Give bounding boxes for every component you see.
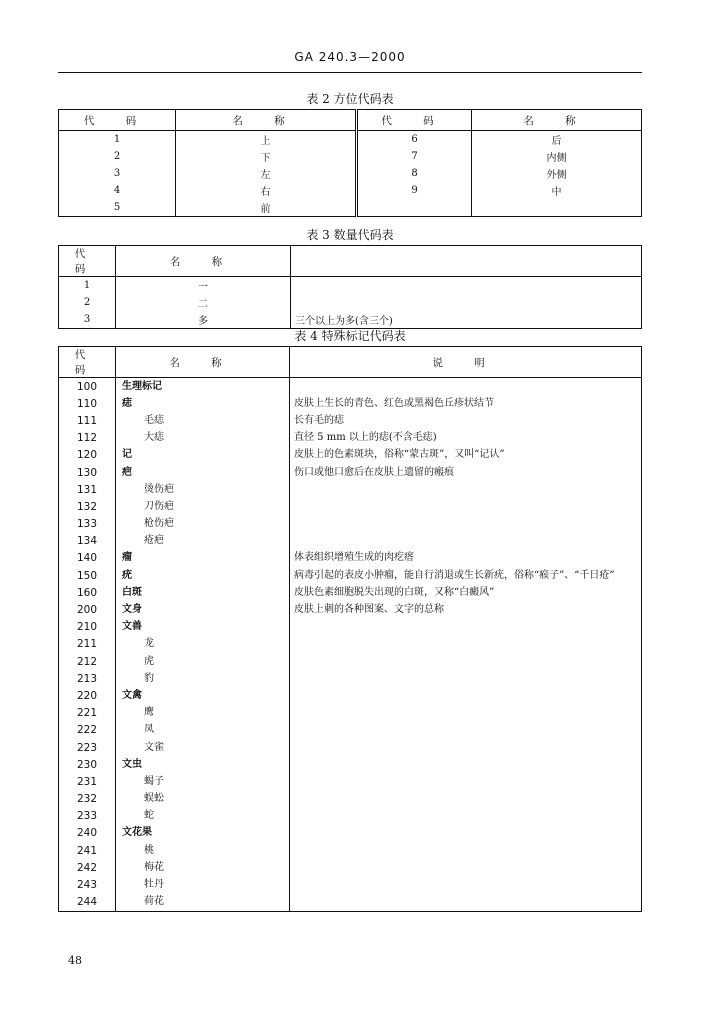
code-cell: 140 [59, 550, 116, 567]
table-cell: 三个以上为多(含三个) [295, 316, 393, 327]
code-cell: 232 [59, 791, 116, 808]
table-row [59, 148, 642, 165]
name-cell: 瘤 [116, 550, 290, 567]
description-cell: 直径 5 mm 以上的痣(不含毛痣) [294, 432, 437, 444]
table-row [59, 447, 642, 464]
name-cell: 文兽 [116, 619, 290, 636]
table-cell: 9 [357, 182, 472, 199]
name-cell: 蛇 [116, 808, 290, 825]
code-cell: 160 [59, 584, 116, 601]
code-cell: 120 [59, 447, 116, 464]
table-cell: 5 [59, 199, 176, 217]
description-cell [290, 791, 642, 808]
table-row [59, 481, 642, 498]
description-cell [290, 619, 642, 636]
name-cell: 刀伤疤 [116, 498, 290, 515]
table-cell: 右 [176, 182, 357, 199]
table-row [59, 756, 642, 773]
description-cell [290, 378, 642, 396]
table-row [59, 653, 642, 670]
description-cell: 皮肤上刺的各种图案、文字的总称 [294, 604, 444, 616]
name-cell: 疮疤 [116, 533, 290, 550]
table-row [59, 131, 642, 149]
table-cell: 4 [59, 182, 176, 199]
table-cell [472, 199, 642, 217]
description-cell: 病毒引起的表皮小肿瘤，能自行消退或生长新疣，俗称“瘊子”、“千日疮” [294, 569, 615, 581]
table-row [59, 808, 642, 825]
table-row [59, 567, 642, 584]
table-cell: 一 [116, 277, 291, 295]
column-header: 名 称 [116, 246, 291, 277]
table-row [59, 533, 642, 550]
table-row [59, 859, 642, 876]
table-row [59, 601, 642, 618]
column-header: 名 称 [116, 347, 290, 378]
name-cell: 生理标记 [116, 378, 290, 396]
description-cell: 皮肤上生长的青色、红色或黑褐色丘疹状结节 [294, 397, 494, 409]
quantity-code-table [58, 245, 642, 329]
name-cell: 豹 [116, 670, 290, 687]
table-cell: 二 [116, 294, 291, 311]
description-cell: 长有毛的痣 [294, 414, 344, 426]
code-cell: 233 [59, 808, 116, 825]
table-row [59, 277, 642, 295]
code-cell: 132 [59, 498, 116, 515]
code-cell: 133 [59, 516, 116, 533]
name-cell: 蝎子 [116, 773, 290, 790]
description-cell [290, 705, 642, 722]
description-cell: 皮肤上的色素斑块，俗称“蒙古斑”，又叫“记认” [294, 449, 505, 461]
table-row [59, 842, 642, 859]
table-row [59, 636, 642, 653]
name-cell: 毛痣 [116, 412, 290, 429]
table-row [59, 516, 642, 533]
description-cell [290, 756, 642, 773]
code-cell: 230 [59, 756, 116, 773]
column-header: 代 码 [59, 347, 116, 378]
code-cell: 130 [59, 464, 116, 481]
code-cell: 244 [59, 894, 116, 912]
code-cell: 112 [59, 430, 116, 447]
code-cell: 111 [59, 412, 116, 429]
description-cell: 体表组织增殖生成的肉疙瘩 [294, 552, 414, 564]
column-header: 代 码 [357, 110, 472, 131]
name-cell: 文虫 [116, 756, 290, 773]
description-cell [290, 894, 642, 912]
name-cell: 牡丹 [116, 876, 290, 893]
table-row [59, 876, 642, 893]
table-row [59, 165, 642, 182]
table-cell: 多 [116, 311, 291, 329]
table-row [59, 498, 642, 515]
description-cell [290, 636, 642, 653]
code-cell: 212 [59, 653, 116, 670]
name-cell: 文禽 [116, 687, 290, 704]
name-cell: 龙 [116, 636, 290, 653]
name-cell: 文花果 [116, 825, 290, 842]
table4-caption: 表 4 特殊标记代码表 [294, 329, 406, 343]
table-cell: 2 [59, 294, 116, 311]
table-cell: 后 [551, 136, 562, 147]
table-cell: 3 [59, 165, 176, 182]
description-cell [290, 653, 642, 670]
page-number: 48 [68, 954, 82, 967]
column-header: 名 称 [176, 110, 357, 131]
name-cell: 鹰 [116, 705, 290, 722]
name-cell: 烫伤疤 [116, 481, 290, 498]
name-cell: 凤 [116, 722, 290, 739]
header-rule [58, 72, 642, 73]
table-row [59, 584, 642, 601]
table-row [59, 894, 642, 912]
table2-caption: 表 2 方位代码表 [306, 92, 394, 106]
description-cell [290, 739, 642, 756]
table-row [59, 705, 642, 722]
table-row [59, 430, 642, 447]
name-cell: 痣 [116, 395, 290, 412]
description-cell [290, 498, 642, 515]
description-cell [290, 533, 642, 550]
table-cell [291, 277, 642, 295]
table-cell: 1 [59, 131, 176, 149]
code-cell: 150 [59, 567, 116, 584]
table-row [59, 722, 642, 739]
table-row [59, 773, 642, 790]
column-header: 代 码 [59, 110, 176, 131]
name-cell: 大痣 [116, 430, 290, 447]
description-cell [290, 876, 642, 893]
table-row [59, 395, 642, 412]
table-cell [291, 294, 642, 311]
column-header: 代 码 [59, 246, 116, 277]
code-cell: 110 [59, 395, 116, 412]
description-cell [290, 516, 642, 533]
description-cell [290, 773, 642, 790]
description-cell [290, 722, 642, 739]
code-cell: 223 [59, 739, 116, 756]
table-cell: 前 [176, 199, 357, 217]
table-row [59, 825, 642, 842]
name-cell: 疣 [116, 567, 290, 584]
table-cell [357, 199, 472, 217]
name-cell: 桃 [116, 842, 290, 859]
code-cell: 134 [59, 533, 116, 550]
code-cell: 242 [59, 859, 116, 876]
table-row [59, 791, 642, 808]
name-cell: 荷花 [116, 894, 290, 912]
table-cell: 内侧 [546, 153, 567, 164]
column-header [291, 246, 642, 277]
table-cell: 下 [176, 148, 357, 165]
description-cell [290, 481, 642, 498]
standard-header: GA 240.3—2000 [294, 50, 406, 64]
special-mark-code-table [58, 346, 642, 912]
code-cell: 221 [59, 705, 116, 722]
description-cell [290, 687, 642, 704]
table-row [59, 739, 642, 756]
column-header: 说 明 [290, 347, 642, 378]
table-row [59, 412, 642, 429]
table3-caption: 表 3 数量代码表 [306, 228, 394, 242]
name-cell: 枪伤疤 [116, 516, 290, 533]
table-row [59, 687, 642, 704]
code-cell: 213 [59, 670, 116, 687]
table-cell: 6 [357, 131, 472, 149]
table-row [59, 311, 642, 329]
code-cell: 210 [59, 619, 116, 636]
description-cell [290, 808, 642, 825]
orientation-code-table [58, 109, 642, 217]
description-cell [290, 842, 642, 859]
code-cell: 240 [59, 825, 116, 842]
name-cell: 虎 [116, 653, 290, 670]
name-cell: 蜈蚣 [116, 791, 290, 808]
code-cell: 211 [59, 636, 116, 653]
column-header: 名 称 [472, 110, 642, 131]
name-cell: 文雀 [116, 739, 290, 756]
table-row [59, 619, 642, 636]
code-cell: 231 [59, 773, 116, 790]
table-cell: 上 [176, 131, 357, 149]
description-cell [290, 670, 642, 687]
code-cell: 220 [59, 687, 116, 704]
table-cell: 8 [357, 165, 472, 182]
table-row [59, 182, 642, 199]
name-cell: 文身 [116, 601, 290, 618]
description-cell [290, 859, 642, 876]
code-cell: 131 [59, 481, 116, 498]
table-cell: 7 [357, 148, 472, 165]
table-cell: 2 [59, 148, 176, 165]
description-cell [290, 825, 642, 842]
code-cell: 222 [59, 722, 116, 739]
table-row [59, 294, 642, 311]
table-cell: 3 [59, 311, 116, 329]
table-cell: 中 [551, 187, 562, 198]
description-cell: 皮肤色素细胞脱失出现的白斑，又称“白癜风” [294, 586, 495, 598]
table-row [59, 550, 642, 567]
code-cell: 243 [59, 876, 116, 893]
code-cell: 200 [59, 601, 116, 618]
table-cell: 外侧 [546, 170, 567, 181]
code-cell: 100 [59, 378, 116, 396]
table-row [59, 464, 642, 481]
table-row [59, 670, 642, 687]
table-cell: 左 [176, 165, 357, 182]
name-cell: 疤 [116, 464, 290, 481]
table-row [59, 378, 642, 396]
table-row [59, 199, 642, 217]
table-cell: 1 [59, 277, 116, 295]
name-cell: 白斑 [116, 584, 290, 601]
name-cell: 记 [116, 447, 290, 464]
code-cell: 241 [59, 842, 116, 859]
description-cell: 伤口或他口愈后在皮肤上遗留的瘢痕 [294, 466, 454, 478]
name-cell: 梅花 [116, 859, 290, 876]
